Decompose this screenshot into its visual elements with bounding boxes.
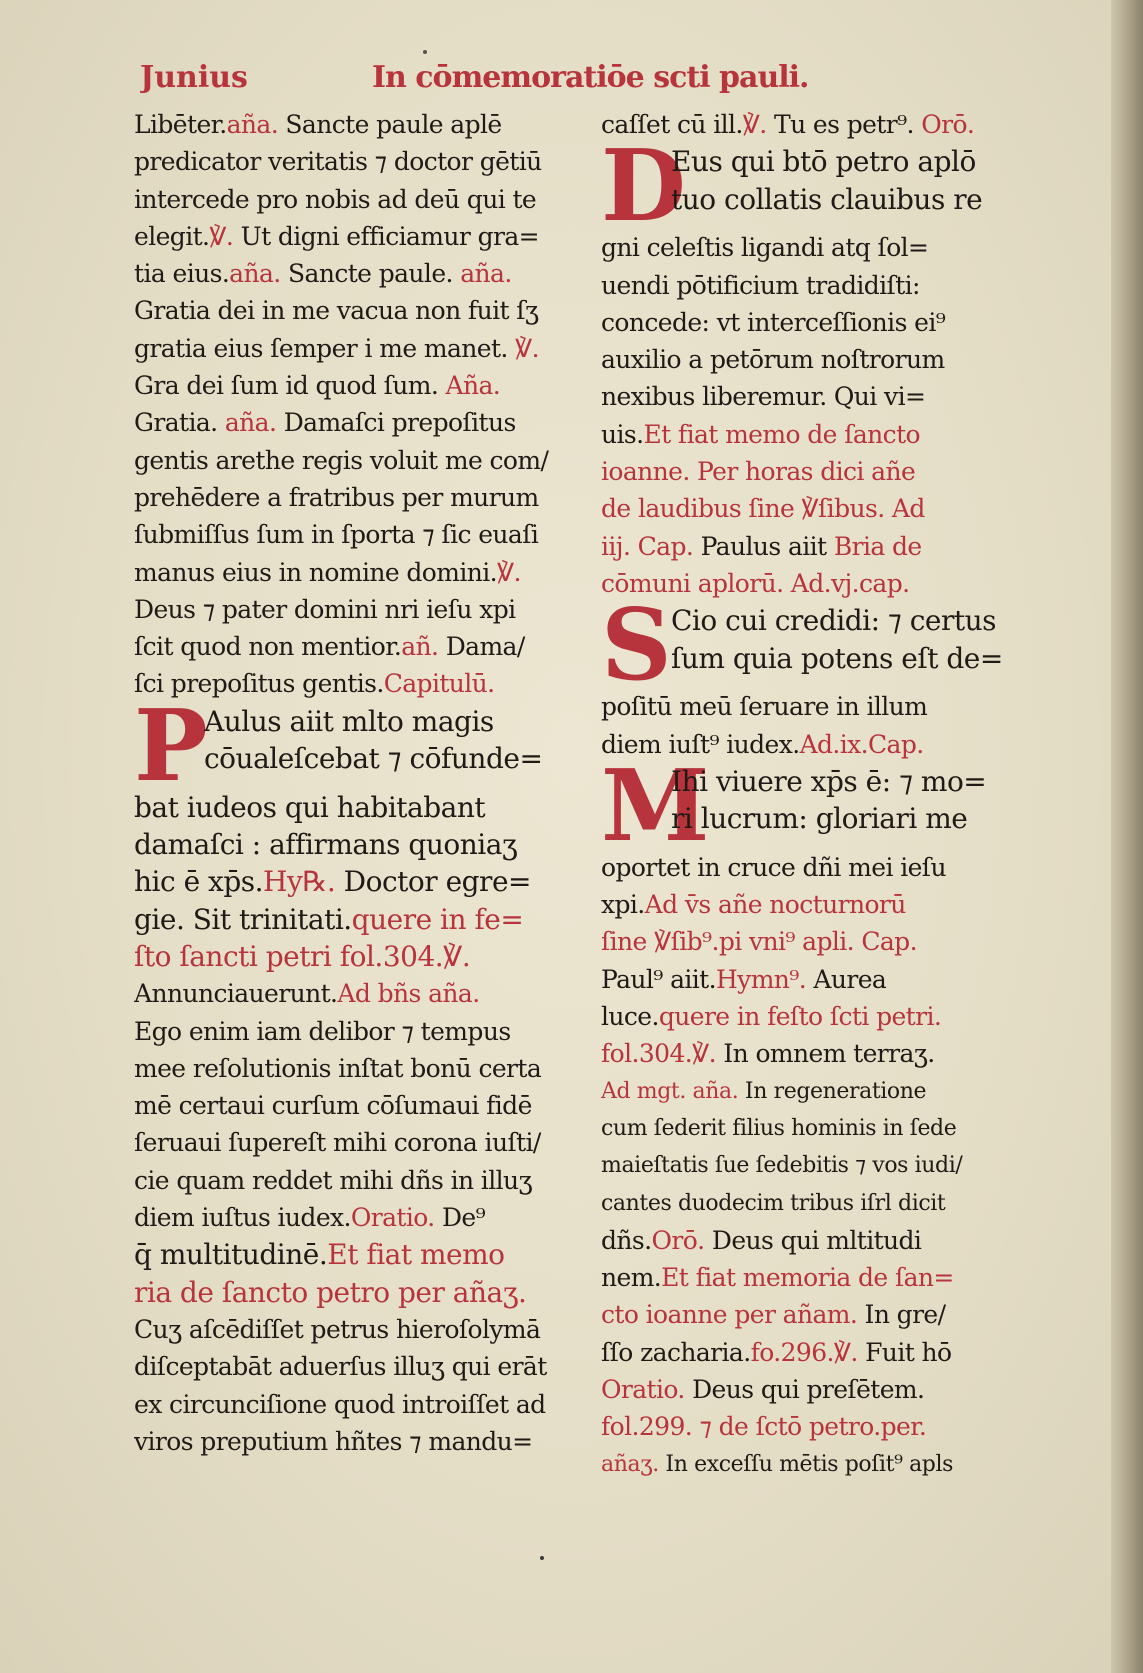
black-text: Annunciauerunt. [134, 979, 338, 1009]
text-line [134, 1311, 572, 1348]
initial-block [601, 143, 1053, 229]
text-line [601, 416, 1053, 453]
text-line [601, 1334, 1053, 1371]
black-text: Dama/ [438, 632, 525, 662]
black-text: Gra dei ſum id quod ſum. [134, 371, 446, 401]
text-line [134, 1199, 572, 1236]
black-text: ſubmiſſus ſum in ſporta ⁊ ſic euaſi [134, 520, 539, 550]
black-text: ſcit quod non mentior. [134, 632, 402, 662]
rubric-text: Et fiat memo de ſancto [643, 419, 920, 449]
text-line [601, 1296, 1053, 1333]
text-line [601, 961, 1053, 998]
black-text: gie. Sit trinitati. [134, 902, 352, 936]
black-text: viros preputium hñtes ⁊ mandu= [134, 1426, 533, 1456]
black-text: Aurea [806, 964, 887, 994]
black-text: luce. [601, 1002, 659, 1032]
decorated-initial: P [134, 702, 208, 789]
text-line [134, 292, 572, 329]
initial-block [601, 763, 1053, 849]
black-text: Doctor egre= [335, 865, 531, 899]
rubric-text: Aña. [445, 371, 501, 401]
text-line [601, 490, 1053, 527]
initial-line: ri lucrum: gloriari me [671, 802, 968, 836]
text-line [134, 1348, 572, 1385]
text-line [134, 106, 572, 143]
black-text: ex circunciſione quod introiſſet ad [134, 1389, 546, 1419]
rubric-text: Hy℞. [263, 865, 336, 899]
header-title: In cōmemoratiōe scti pauli. [372, 60, 809, 95]
text-line [134, 442, 572, 479]
black-text: Libēter. [134, 110, 227, 139]
text-line [601, 565, 1053, 602]
text-line [134, 1162, 572, 1199]
text-line [601, 528, 1053, 565]
rubric-text: aña. [224, 408, 277, 438]
text-line [134, 1124, 572, 1161]
black-text: Gratia. [134, 408, 225, 438]
rubric-text: iij. Cap. [601, 531, 694, 561]
black-text: In omnem terraʒ. [715, 1039, 935, 1069]
black-text: mee reſolutionis inſtat bonū certa [134, 1053, 542, 1083]
text-line [134, 901, 572, 938]
text-line [601, 341, 1053, 378]
initial-block [601, 602, 1053, 688]
rubric-text: aña. [229, 259, 281, 289]
black-text: diem iuſt⁹ iudex. [601, 729, 800, 759]
decorated-initial: D [601, 143, 686, 230]
text-line [134, 665, 572, 702]
black-text: In gre/ [857, 1300, 946, 1330]
rubric-text: ℣. [497, 557, 521, 587]
text-line [601, 849, 1053, 886]
rubric-text: añ. [401, 632, 439, 662]
page-gutter-shadow [1111, 0, 1143, 1673]
text-line [134, 554, 572, 591]
black-text: Ut digni efficiamur gra= [233, 221, 540, 251]
black-text: maieſtatis ſue ſedebitis ⁊ vos iudi/ [601, 1153, 963, 1179]
black-text: mē certaui curſum cōſumaui fidē [134, 1091, 532, 1121]
rubric-text: ℣. [515, 333, 539, 363]
text-line [134, 1274, 572, 1311]
initial-line: Ihi viuere xp̄s ē: ⁊ mo= [671, 764, 987, 798]
text-line [601, 1408, 1053, 1445]
initial-line: Cio cui credidi: ⁊ certus [671, 604, 997, 638]
rubric-text: Ad.ix.Cap. [799, 729, 924, 759]
text-line [601, 1222, 1053, 1259]
rubric-text: cōmuni aplorū. Ad.vj.cap. [601, 568, 910, 598]
rubric-text: Ad mgt. aña. [601, 1078, 739, 1104]
rubric-text: ioanne. Per horas dici añe [601, 457, 916, 487]
right-column [601, 106, 1053, 1483]
black-text: tia eius. [134, 259, 230, 289]
rubric-text: añaʒ. [601, 1451, 659, 1477]
black-text: manus eius in nomine domini. [134, 557, 497, 587]
text-line [134, 1236, 572, 1273]
black-text: hic ē xp̄s. [134, 865, 264, 899]
text-line [601, 886, 1053, 923]
text-line [134, 516, 572, 553]
text-line [601, 1371, 1053, 1408]
text-line [134, 863, 572, 900]
rubric-text: quere in fe= [351, 902, 524, 936]
black-text: gni celeſtis ligandi atq ſol= [601, 233, 929, 263]
rubric-text: aña. [226, 110, 279, 139]
black-text: cum ſederit filius hominis in ſede [601, 1115, 957, 1141]
black-text: Sancte paule. [280, 259, 461, 289]
text-line [601, 229, 1053, 266]
text-line [601, 378, 1053, 415]
black-text: Deus qui mltitudi [704, 1225, 922, 1255]
text-line [134, 1013, 572, 1050]
black-text: gentis arethe regis voluit me com/ [134, 445, 549, 475]
decorated-initial: M [601, 762, 710, 849]
text-line [134, 975, 572, 1012]
running-header [140, 60, 920, 106]
rubric-text: Oratio. [601, 1375, 685, 1405]
text-line [601, 1147, 1053, 1184]
black-text: auxilio a petōrum noſtrorum [601, 345, 945, 375]
header-month: Junius [140, 60, 248, 95]
black-text: concede: vt interceſſionis ei⁹ [601, 307, 946, 337]
black-text: Ego enim iam delibor ⁊ tempus [134, 1016, 511, 1046]
black-text: Damaſci prepoſitus [276, 408, 516, 438]
ink-dot [423, 50, 427, 54]
text-line [601, 304, 1053, 341]
text-line [601, 267, 1053, 304]
rubric-text: de laudibus ſine ℣ſibus. Ad [601, 494, 925, 524]
text-line [601, 1446, 1053, 1483]
text-line [134, 330, 572, 367]
initial-line: cōualeſcebat ⁊ cōfunde= [204, 742, 543, 776]
rubric-text: cto ioanne per añam. [601, 1300, 858, 1330]
rubric-text: Et fiat memo [327, 1238, 505, 1272]
black-text: Cuʒ aſcēdiſſet petrus hieroſolymā [134, 1314, 541, 1344]
text-line [134, 938, 572, 975]
text-line [601, 1259, 1053, 1296]
text-line [134, 628, 572, 665]
text-line [134, 181, 572, 218]
black-text: Fuit hō [857, 1337, 952, 1367]
rubric-text: fol.299. ⁊ de ſctō petro.per. [601, 1412, 927, 1442]
rubric-text: fol.304.℣. [601, 1039, 716, 1069]
initial-line: Eus qui btō petro aplō [671, 145, 976, 179]
black-text: xpi. [601, 890, 645, 920]
rubric-text: ℣. [742, 110, 767, 139]
rubric-text: ſine ℣ſib⁹.pi vni⁹ apli. Cap. [601, 927, 917, 957]
black-text: uis. [601, 419, 644, 449]
black-text: bat iudeos qui habitabant [134, 790, 486, 824]
black-text: Deus qui preſētem. [684, 1375, 925, 1405]
black-text: uendi pōtificium tradidiſti: [601, 270, 920, 300]
rubric-text: fo.296.℣. [750, 1337, 858, 1367]
text-line [134, 1050, 572, 1087]
rubric-text: Orō. [651, 1225, 705, 1255]
text-line [134, 1386, 572, 1423]
left-column [134, 106, 572, 1460]
black-text: dñs. [601, 1225, 652, 1255]
rubric-text: Orō. [921, 110, 975, 139]
rubric-text: Bria de [833, 531, 922, 561]
rubric-text: ℣. [209, 221, 234, 251]
black-text: caſſet cū ill. [601, 110, 743, 139]
black-text: diſceptabāt aduerſus illuʒ qui erāt [134, 1352, 547, 1382]
rubric-text: aña. [460, 259, 512, 289]
black-text: q̄ multitudinē. [134, 1238, 328, 1272]
black-text: predicator veritatis ⁊ doctor gētiū [134, 147, 542, 177]
text-line [601, 1110, 1053, 1147]
initial-line: tuo collatis clauibus re [671, 182, 983, 216]
text-line [601, 453, 1053, 490]
text-line [134, 143, 572, 180]
text-line [601, 726, 1053, 763]
black-text: cantes duodecim tribus iſrl dicit [601, 1190, 946, 1216]
black-text: oportet in cruce dñi mei ieſu [601, 852, 946, 882]
black-text: gratia eius ſemper i me manet. [134, 333, 516, 363]
text-line [134, 591, 572, 628]
text-line [134, 255, 572, 292]
rubric-text: Ad bñs aña. [337, 979, 480, 1009]
black-text: prehēdere a fratribus per murum [134, 482, 539, 512]
text-line [134, 404, 572, 441]
text-line [601, 106, 1053, 143]
black-text: nexibus liberemur. Qui vi= [601, 382, 926, 412]
initial-line: Aulus aiit mlto magis [204, 704, 494, 738]
rubric-text: quere in feſto ſcti petri. [658, 1002, 942, 1032]
text-line [134, 479, 572, 516]
text-line [601, 1185, 1053, 1222]
black-text: In regeneratione [738, 1078, 927, 1104]
text-line [134, 1423, 572, 1460]
text-line [601, 998, 1053, 1035]
black-text: De⁹ [434, 1203, 486, 1233]
text-line [601, 1073, 1053, 1110]
rubric-text: Ad v̄s añe nocturnorū [644, 890, 906, 920]
text-line [601, 923, 1053, 960]
text-line [134, 826, 572, 863]
black-text: Deus ⁊ pater domini nri ieſu xpi [134, 594, 516, 624]
text-line [601, 688, 1053, 725]
rubric-text: Capitulū. [383, 669, 495, 699]
black-text: Tu es petr⁹. [766, 110, 922, 139]
black-text: Paul⁹ aiit. [601, 964, 716, 994]
black-text: cie quam reddet mihi dñs in illuʒ [134, 1165, 533, 1195]
initial-line: ſum quia potens eſt de= [671, 641, 1003, 675]
text-line [134, 218, 572, 255]
black-text: Paulus aiit [693, 531, 834, 561]
rubric-text: Et fiat memoria de ſan= [661, 1263, 954, 1293]
black-text: nem. [601, 1263, 662, 1293]
black-text: diem iuſtus iudex. [134, 1203, 351, 1233]
black-text: Sancte paule aplē [278, 110, 502, 139]
black-text: ſeruaui ſupereſt mihi corona iuſti/ [134, 1128, 541, 1158]
text-line [134, 1087, 572, 1124]
black-text: ſci prepoſitus gentis. [134, 669, 384, 699]
rubric-text: Oratio. [350, 1203, 435, 1233]
black-text: Gratia dei in me vacua non fuit ſʒ [134, 296, 539, 326]
black-text: poſitū meū ſeruare in illum [601, 692, 928, 722]
text-line [134, 367, 572, 404]
black-text: damaſci : affirmans quoniaʒ [134, 828, 518, 862]
black-text: intercede pro nobis ad deū qui te [134, 184, 537, 214]
black-text: In exceſſu mētis poſit⁹ apls [658, 1451, 954, 1477]
ink-dot-bottom [540, 1556, 544, 1560]
text-line [134, 789, 572, 826]
text-line [601, 1035, 1053, 1072]
rubric-text: Hymn⁹. [715, 964, 807, 994]
black-text: ſſo zacharia. [601, 1337, 751, 1367]
decorated-initial: S [601, 602, 672, 689]
rubric-text: ria de ſancto petro per añaʒ. [134, 1275, 527, 1309]
rubric-text: ſto ſancti petri fol.304.℣. [134, 939, 471, 973]
initial-block [134, 703, 572, 789]
black-text: elegit. [134, 221, 210, 251]
